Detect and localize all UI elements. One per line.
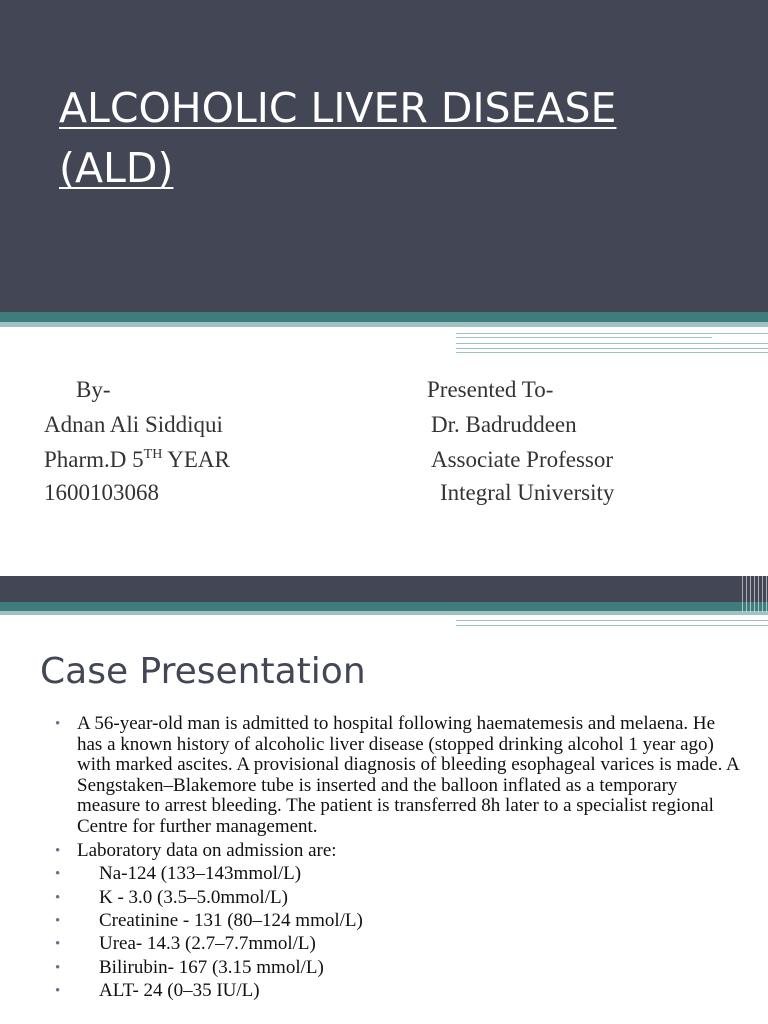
bullet-glyph: •: [55, 866, 61, 883]
lab-value: Urea- 14.3 (2.7–7.7mmol/L): [99, 933, 316, 955]
deco-ticks: [742, 576, 768, 612]
list-item: [52, 934, 742, 955]
list-item: [52, 841, 742, 862]
bullet-glyph: •: [55, 959, 61, 976]
recipient-name: Dr. Badruddeen: [431, 412, 577, 437]
list-item: [52, 864, 742, 885]
lab-value: K - 3.0 (3.5–5.0mmol/L): [99, 886, 288, 908]
presented-to-label: Presented To-: [427, 377, 554, 402]
list-item: [52, 981, 742, 1002]
header-band: [0, 576, 768, 602]
section-heading: Case Presentation: [40, 651, 366, 692]
bullet-text: A 56-year-old man is admitted to hospital following haematemesis and melaena. He has a known history of alcoholic liver disease (stopped drinking alcohol 1 year ago) with marked ascites. A provisional diagnosis of bleeding esophageal varices is made. A Sengstaken–Blakemore tube is inserted and the balloon inflated as a temporary measure to arrest bleeding. The patient is transferred 8h later to a specialist regional Centre for further management.: [77, 713, 739, 837]
slide-title: [59, 78, 616, 198]
deco-line: [456, 348, 768, 349]
bullet-text: Laboratory data on admission are:: [77, 839, 337, 861]
bullet-glyph: •: [55, 912, 61, 929]
title-band: [0, 0, 768, 312]
list-item: [52, 888, 742, 909]
presenter-name: Adnan Ali Siddiqui: [44, 412, 223, 437]
teal-stripe: [0, 602, 768, 611]
list-item: [52, 911, 742, 932]
light-teal-stripe: [0, 322, 768, 327]
list-item: [52, 714, 742, 838]
deco-line: [456, 333, 768, 334]
lab-value: ALT- 24 (0–35 IU/L): [99, 980, 260, 1002]
title-line-2: (ALD): [59, 144, 174, 192]
bullet-glyph: •: [55, 936, 61, 953]
deco-line: [456, 620, 768, 621]
light-teal-stripe: [0, 611, 768, 615]
lab-value: Na-124 (133–143mmol/L): [99, 863, 302, 885]
bullet-glyph: •: [55, 889, 61, 906]
course-suffix: YEAR: [162, 447, 230, 472]
deco-line: [456, 625, 768, 626]
title-line-1: ALCOHOLIC LIVER DISEASE: [59, 84, 617, 132]
deco-line: [456, 343, 768, 344]
presenter-id: 1600103068: [44, 480, 159, 505]
deco-line: [456, 337, 712, 338]
bullet-list: [52, 714, 742, 1005]
case-slide: [0, 576, 768, 1024]
list-item: [52, 958, 742, 979]
course-sup: TH: [143, 447, 163, 462]
course-prefix: Pharm.D 5: [44, 447, 144, 472]
teal-stripe: [0, 312, 768, 322]
recipient-title: Associate Professor: [431, 447, 614, 472]
bullet-glyph: •: [55, 716, 61, 732]
recipient-institution: Integral University: [440, 480, 615, 505]
bullet-glyph: •: [55, 983, 61, 1000]
deco-line: [456, 352, 768, 353]
bullet-glyph: •: [55, 842, 61, 859]
by-label: By-: [76, 377, 111, 402]
presenter-course: [44, 446, 230, 474]
lab-value: Bilirubin- 167 (3.15 mmol/L): [99, 956, 324, 978]
lab-value: Creatinine - 131 (80–124 mmol/L): [99, 909, 363, 931]
